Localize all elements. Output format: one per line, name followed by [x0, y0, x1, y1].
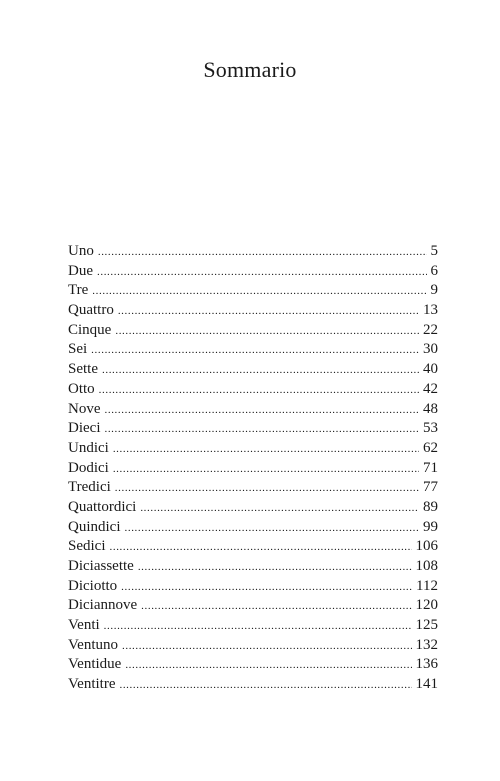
toc-entry-page: 53	[423, 420, 438, 437]
toc-entry-label: Venti	[68, 617, 100, 634]
dot-leader	[138, 558, 412, 578]
dot-leader	[119, 676, 411, 696]
toc-entry-label: Due	[68, 262, 93, 279]
toc-entry-label: Sette	[68, 361, 98, 378]
dot-leader	[125, 656, 411, 676]
toc-entry-page: 5	[430, 243, 438, 259]
toc-entry-page: 106	[415, 538, 438, 555]
toc-entry[interactable]	[68, 262, 438, 282]
dot-leader	[113, 460, 419, 480]
dot-leader	[91, 341, 419, 361]
dot-leader	[115, 479, 419, 499]
dot-leader	[115, 322, 419, 342]
toc-entry[interactable]	[68, 321, 438, 341]
dot-leader	[140, 499, 419, 519]
toc-entry-label: Quindici	[68, 518, 121, 535]
toc-entry[interactable]	[68, 537, 438, 557]
dot-leader	[113, 440, 419, 460]
toc-entry-label: Ventidue	[68, 656, 122, 673]
toc-entry[interactable]	[68, 242, 438, 262]
dot-leader	[141, 597, 411, 617]
toc-entry-page: 99	[423, 518, 438, 535]
toc-entry[interactable]	[68, 577, 438, 597]
toc-entry-page: 30	[423, 341, 438, 358]
toc-entry[interactable]	[68, 340, 438, 360]
toc-entry-label: Sei	[68, 341, 88, 358]
toc-entry[interactable]	[68, 281, 438, 301]
dot-leader	[125, 519, 420, 539]
toc-entry-page: 125	[415, 617, 438, 634]
toc-entry[interactable]	[68, 380, 438, 400]
toc-entry-label: Diciassette	[68, 558, 134, 574]
toc-entry[interactable]	[68, 400, 438, 420]
toc-entry[interactable]	[68, 675, 438, 695]
toc-entry-label: Undici	[68, 439, 109, 456]
toc-entry-page: 13	[423, 302, 438, 319]
toc-entry[interactable]	[68, 459, 438, 479]
table-of-contents	[68, 242, 438, 695]
toc-entry-page: 40	[423, 361, 438, 378]
toc-entry-page: 108	[415, 558, 438, 574]
toc-entry-page: 89	[423, 498, 438, 515]
dot-leader	[99, 381, 419, 401]
dot-leader	[105, 401, 420, 421]
toc-entry-page: 71	[423, 459, 438, 476]
toc-entry-label: Diciannove	[68, 597, 138, 614]
toc-entry-page: 136	[415, 656, 438, 673]
toc-entry[interactable]	[68, 596, 438, 616]
toc-entry-page: 6	[430, 262, 438, 279]
toc-entry[interactable]	[68, 498, 438, 518]
toc-entry-label: Tredici	[68, 479, 111, 496]
dot-leader	[121, 578, 412, 598]
toc-entry[interactable]	[68, 655, 438, 675]
dot-leader	[104, 617, 412, 637]
toc-entry-page: 141	[415, 676, 438, 693]
toc-entry-label: Otto	[68, 380, 95, 397]
toc-entry-page: 62	[423, 439, 438, 456]
dot-leader	[122, 637, 412, 657]
dot-leader	[102, 361, 419, 381]
toc-entry-page: 22	[423, 321, 438, 338]
toc-entry-label: Nove	[68, 400, 101, 417]
toc-entry[interactable]	[68, 557, 438, 577]
toc-entry[interactable]	[68, 301, 438, 321]
toc-entry-page: 42	[423, 380, 438, 397]
toc-entry[interactable]	[68, 636, 438, 656]
toc-entry[interactable]	[68, 478, 438, 498]
dot-leader	[118, 302, 419, 322]
toc-entry[interactable]	[68, 439, 438, 459]
dot-leader	[98, 243, 427, 263]
dot-leader	[110, 538, 412, 558]
toc-entry-label: Quattro	[68, 302, 114, 319]
toc-entry-page: 48	[423, 400, 438, 417]
toc-entry-label: Dieci	[68, 420, 101, 437]
toc-entry[interactable]	[68, 360, 438, 380]
toc-entry[interactable]	[68, 419, 438, 439]
toc-entry-label: Cinque	[68, 321, 112, 338]
dot-leader	[97, 263, 427, 283]
toc-entry-label: Ventuno	[68, 636, 118, 653]
page-title: Sommario	[203, 57, 297, 82]
toc-entry-page: 9	[430, 282, 438, 299]
toc-entry-page: 132	[415, 636, 438, 653]
toc-entry-label: Tre	[68, 282, 89, 299]
toc-entry-label: Quattordici	[68, 498, 137, 515]
toc-entry[interactable]	[68, 518, 438, 538]
toc-entry-label: Sedici	[68, 538, 106, 555]
toc-entry-label: Ventitre	[68, 676, 116, 693]
dot-leader	[92, 282, 426, 302]
dot-leader	[104, 420, 419, 440]
toc-entry[interactable]	[68, 616, 438, 636]
toc-entry-page: 112	[416, 577, 438, 594]
toc-entry-label: Dodici	[68, 459, 109, 476]
toc-entry-page: 77	[423, 479, 438, 496]
toc-entry-page: 120	[415, 597, 438, 614]
toc-entry-label: Diciotto	[68, 577, 118, 594]
toc-entry-label: Uno	[68, 243, 94, 259]
